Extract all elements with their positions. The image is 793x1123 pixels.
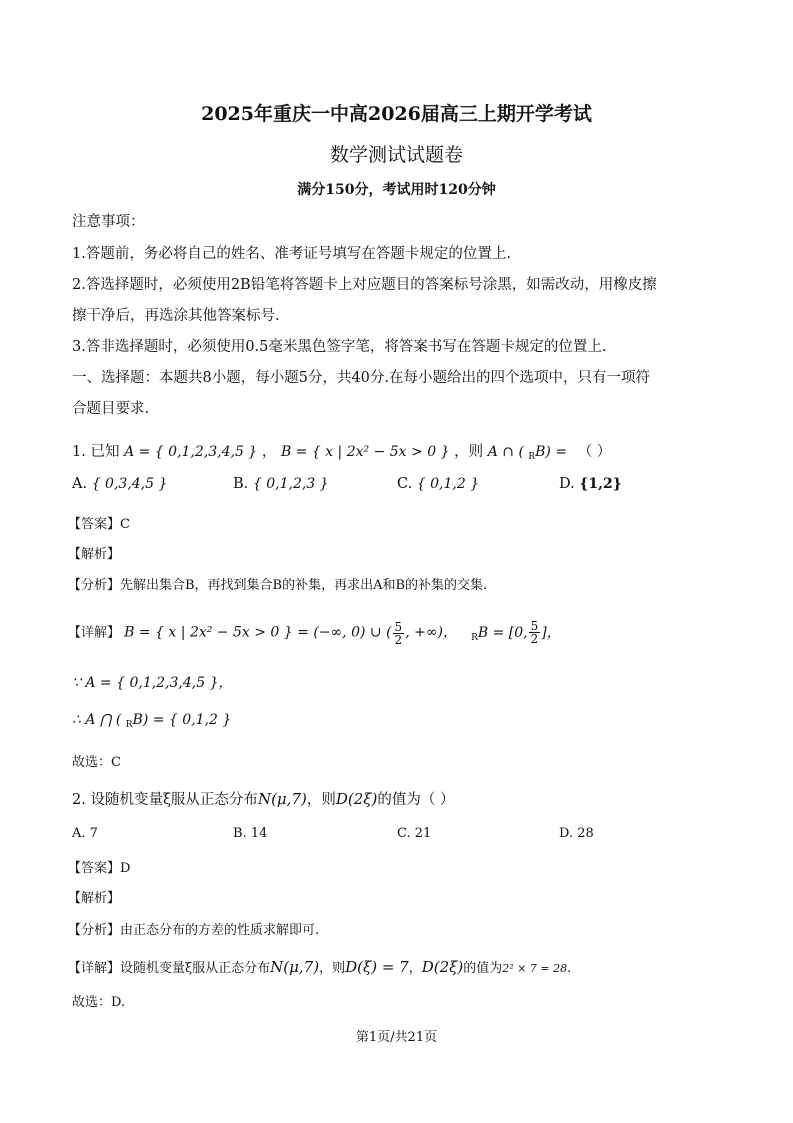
detail-tag: 【详解】	[68, 625, 121, 641]
note-item-2-cont: 擦干净后，再选涂其他答案标号.	[72, 308, 280, 324]
notes-heading: 注意事项：	[72, 214, 145, 230]
set-a: A = { 0,1,2,3,4,5 }	[124, 444, 258, 460]
option-d: D. {1,2}	[559, 476, 622, 492]
question-1-expression: A ∩ ( $_R$B) =	[487, 444, 568, 462]
q2-analysis-text: 【分析】由正态分布的方差的性质求解即可.	[68, 923, 320, 938]
section-heading: 一、选择题：本题共8小题，每小题5分，共40分.在每小题给出的四个选项中，只有一项符	[72, 370, 651, 386]
q2-analysis-tag: 【解析】	[68, 891, 121, 906]
analysis-tag: 【解析】	[68, 547, 121, 562]
comma: ，	[261, 444, 277, 460]
detail-line-1: 【详解】 B = { x | 2x² − 5x > 0 } = (−∞, 0) ∪ ( $\frac{5}{2}$ , +∞)， $_R$B = [0, $\frac{5}{2}$ ]，	[68, 619, 561, 647]
section-heading-cont: 合题目要求.	[72, 401, 150, 417]
question-2-stem: 2. 设随机变量ξ服从正态分布N(μ,7)，则D(2ξ)的值为（ ）	[72, 790, 455, 808]
q2-option-c: C. 21	[397, 826, 432, 841]
set-b: B = { x | 2x² − 5x > 0 }	[280, 444, 450, 460]
page-footer: 第1页/共21页	[355, 1030, 438, 1045]
question-1-stem	[72, 440, 611, 462]
answer-paren: （ ）	[577, 444, 612, 460]
detail-line-3: ∴ A ⋂ ( $_R$B) = { 0,1,2 }	[72, 712, 232, 730]
q2-option-b: B. 14	[233, 826, 268, 841]
answer-tag: 【答案】C	[68, 517, 130, 532]
exam-title: 2025年重庆一中高2026届高三上期开学考试	[201, 103, 592, 125]
choose-line-2: 故选：D.	[72, 995, 126, 1010]
fraction: $\frac{5}{2}$	[394, 619, 403, 647]
exam-meta: 满分150分，考试用时120分钟	[297, 182, 496, 198]
then-text: ，则	[454, 444, 484, 460]
option-c: C. { 0,1,2 }	[397, 476, 480, 492]
analysis-text: 【分析】先解出集合B，再找到集合B的补集，再求出A和B的补集的交集.	[68, 578, 488, 593]
note-item-2: 2.答选择题时，必须使用2B铅笔将答题卡上对应题目的答案标号涂黑，如需改动，用橡皮擦	[72, 277, 657, 293]
note-item-1: 1.答题前，务必将自己的姓名、准考证号填写在答题卡规定的位置上.	[72, 246, 511, 262]
choose-line-1: 故选：C	[72, 755, 121, 770]
option-b: B. { 0,1,2,3 }	[233, 476, 329, 492]
option-a: A. { 0,3,4,5 }	[72, 476, 168, 492]
q2-option-d: D. 28	[559, 826, 594, 841]
q2-detail-line: 【详解】设随机变量ξ服从正态分布N(μ,7)，则D(ξ) = 7，D(2ξ)的值为2² × 7 = 28.	[68, 958, 572, 976]
q2-option-a: A. 7	[72, 826, 98, 841]
question-1-number: 1. 已知	[72, 444, 120, 460]
exam-subtitle: 数学测试试题卷	[329, 144, 463, 166]
q2-answer-tag: 【答案】D	[68, 861, 131, 876]
detail-line-2: ∵ A = { 0,1,2,3,4,5 }，	[72, 675, 233, 691]
note-item-3: 3.答非选择题时，必须使用0.5毫米黑色签字笔，将答案书写在答题卡规定的位置上.	[72, 339, 607, 355]
